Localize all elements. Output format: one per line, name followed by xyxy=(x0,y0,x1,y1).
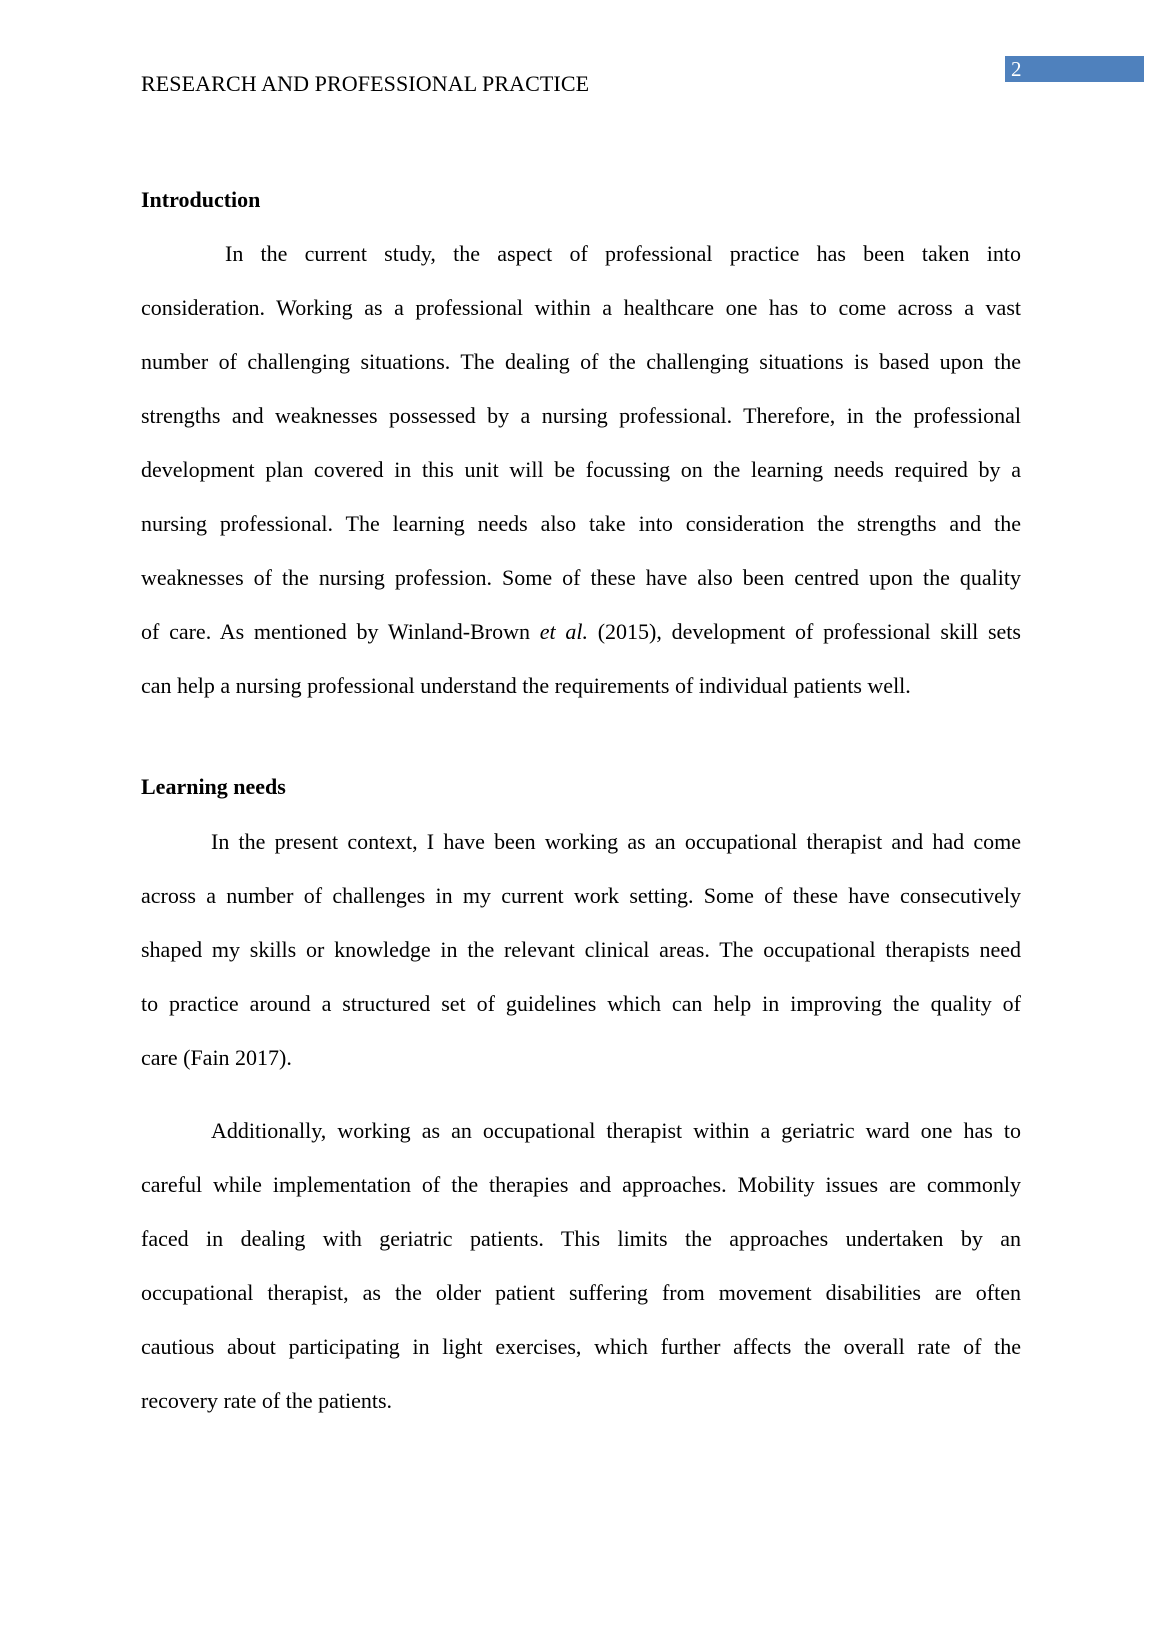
section-heading-learning-needs: Learning needs xyxy=(141,774,286,799)
text-line: occupational therapist, as the older patient suffering from movement disabilities are often xyxy=(141,1280,1021,1305)
citation-line xyxy=(141,605,1021,659)
text-line: recovery rate of the patients. xyxy=(141,1388,393,1413)
text-line: strengths and weaknesses possessed by a nursing professional. Therefore, in the professional xyxy=(141,403,1021,428)
text-line: to practice around a structured set of guidelines which can help in improving the quality of xyxy=(141,991,1021,1016)
paragraph-introduction xyxy=(141,227,1021,713)
page-number: 2 xyxy=(1011,57,1022,81)
paragraph-learning-needs-2 xyxy=(141,1104,1021,1428)
text-line: careful while implementation of the therapies and approaches. Mobility issues are commonly xyxy=(141,1172,1021,1197)
text-line: can help a nursing professional understand the requirements of individual patients well. xyxy=(141,673,911,698)
text-line: weaknesses of the nursing profession. Some of these have also been centred upon the quality xyxy=(141,565,1021,590)
text-line: across a number of challenges in my current work setting. Some of these have consecutively xyxy=(141,883,1021,908)
citation-text-before: of care. As mentioned by Winland-Brown xyxy=(141,619,540,644)
text-line: Additionally, working as an occupational therapist within a geriatric ward one has to xyxy=(211,1118,1021,1143)
text-line: In the present context, I have been working as an occupational therapist and had come xyxy=(211,829,1021,854)
text-line: nursing professional. The learning needs also take into consideration the strengths and the xyxy=(141,511,1021,536)
text-line: faced in dealing with geriatric patients. This limits the approaches undertaken by an xyxy=(141,1226,1021,1251)
text-line: In the current study, the aspect of professional practice has been taken into xyxy=(225,241,1021,266)
text-line: care (Fain 2017). xyxy=(141,1045,292,1070)
page-number-bar xyxy=(1005,56,1144,82)
text-line: shaped my skills or knowledge in the relevant clinical areas. The occupational therapists need xyxy=(141,937,1021,962)
text-line: consideration. Working as a professional within a healthcare one has to come across a vast xyxy=(141,295,1021,320)
section-heading-introduction: Introduction xyxy=(141,187,261,212)
citation-text-after: (2015), development of professional skill sets xyxy=(587,619,1021,644)
text-line: development plan covered in this unit will be focussing on the learning needs required by a xyxy=(141,457,1021,482)
text-line: number of challenging situations. The dealing of the challenging situations is based upon the xyxy=(141,349,1021,374)
paragraph-learning-needs-1 xyxy=(141,815,1021,1085)
running-head: RESEARCH AND PROFESSIONAL PRACTICE xyxy=(141,71,590,96)
text-line: cautious about participating in light exercises, which further affects the overall rate of the xyxy=(141,1334,1021,1359)
citation-italic: et al. xyxy=(539,619,588,644)
